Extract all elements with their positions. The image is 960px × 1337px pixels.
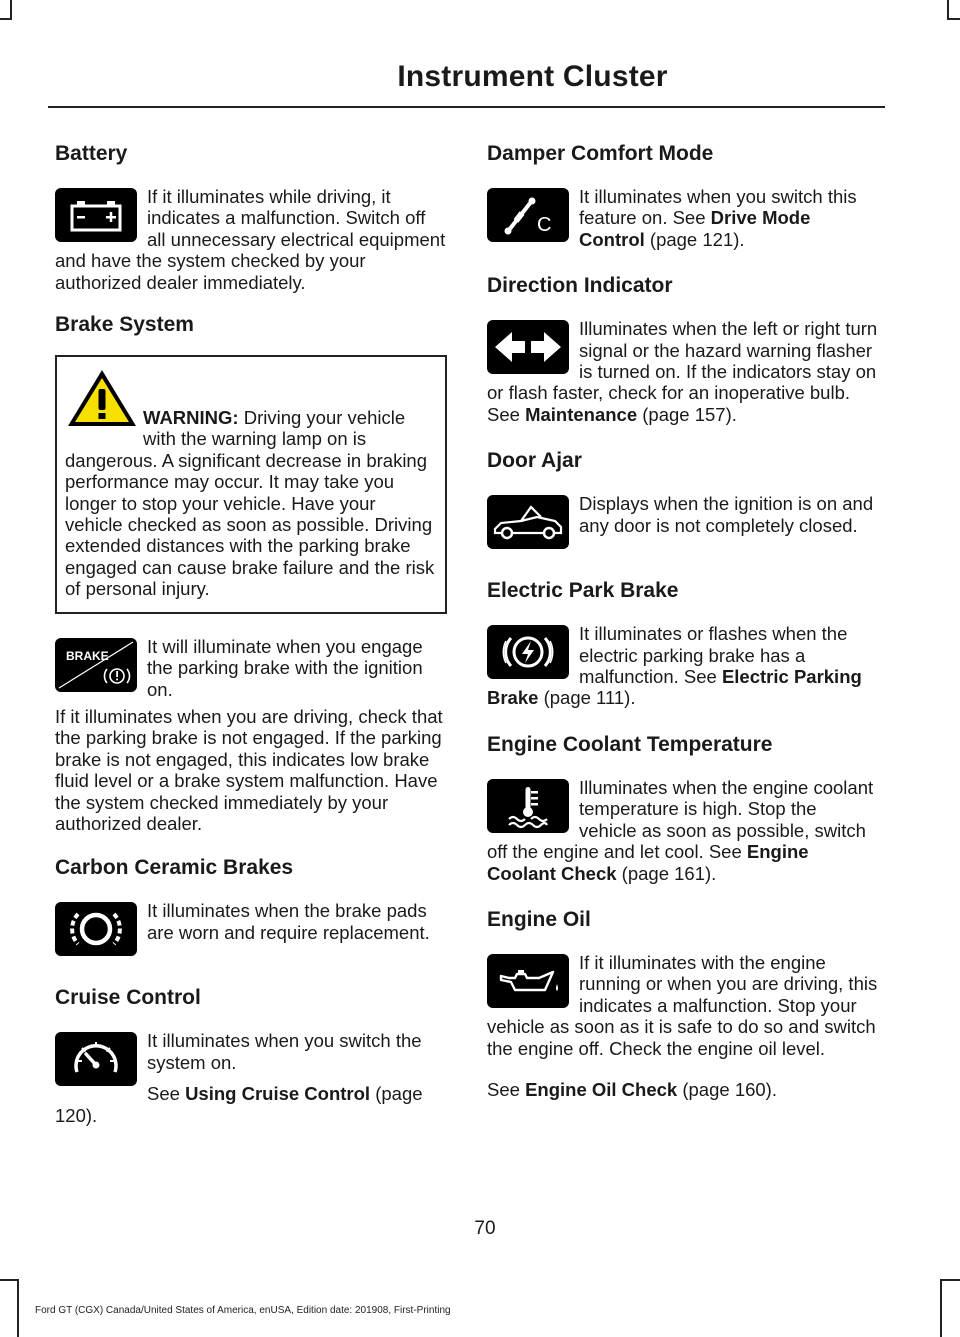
warning-label: WARNING: (143, 407, 239, 429)
crop-mark (0, 18, 12, 20)
cross-reference-link[interactable]: Engine Coolant Check (487, 841, 809, 884)
page-reference: (page 120). (55, 1083, 423, 1126)
coolant-section (487, 733, 879, 884)
warning-text: Driving your vehicle with the warning lamp on is dangerous. A significant decrease in braking performance may occur. It may take you longer to stop your vehicle. Have your vehicle checked as soon as possible. Driving extended distances with the parking brake engaged can cause brake failure and the risk of personal injury. (65, 407, 435, 600)
page-number: 70 (474, 1218, 496, 1239)
direction-text: Illuminates when the left or right turn signal or the hazard warning flasher is turned on. If the indicators stay on or flash faster, check for an inoperative bulb. See (487, 318, 878, 425)
page-reference: (page 111). (538, 687, 636, 709)
carbon-ceramic-description: It illuminates when the brake pads are worn and require replacement. (147, 900, 430, 943)
damper-section (487, 142, 879, 250)
page-reference: (page 161). (616, 862, 717, 884)
engine-oil-description: If it illuminates with the engine running or when you are driving, this indicates a malfunction. Stop your vehicle as soon as it is safe to do so and switch the engine off. Check the engine oil level. (487, 951, 878, 1059)
brake-indicator-entry (55, 636, 447, 700)
brake-system-section (55, 313, 447, 856)
brake-warning-icon (55, 638, 137, 692)
cross-reference-link[interactable]: Maintenance (525, 403, 638, 425)
brake-pad-wear-icon (55, 902, 137, 956)
see-label: See (147, 1083, 186, 1105)
edition-footer: Ford GT (CGX) Canada/United States of America, enUSA, Edition date: 201908, First-Printing (35, 1305, 451, 1316)
battery-section (55, 142, 447, 293)
cruise-control-section (55, 986, 447, 1126)
crop-mark (0, 1279, 18, 1281)
coolant-temperature-icon (487, 779, 569, 833)
warning-triangle-icon (65, 367, 139, 429)
engine-oil-section (487, 908, 879, 1100)
direction-arrows-icon (487, 320, 569, 374)
cruise-reference (55, 1083, 447, 1126)
electric-park-brake-icon (487, 625, 569, 679)
section-heading: Electric Park Brake (487, 579, 679, 603)
right-column (487, 142, 879, 1120)
crop-mark (940, 1279, 942, 1337)
page-reference: (page 157). (637, 403, 737, 425)
coolant-text: Illuminates when the engine coolant temperature is high. Stop the vehicle as soon as possible, switch off the engine and let cool. See (487, 776, 874, 863)
section-heading: Engine Oil (487, 907, 591, 931)
section-heading: Engine Coolant Temperature (487, 732, 773, 756)
brake-description-2: If it illuminates when you are driving, check that the parking brake is not engaged. If the parking brake is not engaged, this indicates low brake fluid level or a brake system malfunction. Have the system checked immediately by your authorized dealer. (55, 705, 443, 834)
carbon-ceramic-section (55, 856, 447, 962)
door-ajar-section (487, 449, 879, 555)
cross-reference-link[interactable]: Electric Parking Brake (487, 666, 862, 709)
brake-description: It will illuminate when you engage the parking brake with the ignition on. (147, 635, 423, 700)
speedometer-icon (55, 1032, 137, 1086)
cross-reference-link[interactable]: Engine Oil Check (525, 1078, 678, 1100)
crop-mark (940, 1279, 960, 1281)
section-heading: Battery (55, 142, 128, 165)
cruise-description: It illuminates when you switch the system on. (147, 1030, 422, 1073)
crop-mark (17, 1279, 19, 1337)
door-ajar-icon (487, 495, 569, 549)
section-heading: Brake System (55, 313, 194, 337)
epb-text: It illuminates or flashes when the electric parking brake has a malfunction. See (579, 623, 848, 688)
crop-mark (10, 0, 12, 18)
header-divider (48, 106, 885, 108)
brake-icon-label: BRAKE (66, 648, 109, 663)
section-heading: Carbon Ceramic Brakes (55, 856, 294, 880)
crop-mark (947, 0, 949, 18)
warning-box (55, 355, 447, 614)
section-heading: Door Ajar (487, 449, 582, 473)
engine-oil-reference (487, 1079, 879, 1100)
crop-mark (947, 18, 960, 20)
section-heading: Damper Comfort Mode (487, 142, 714, 165)
cross-reference-link[interactable]: Using Cruise Control (185, 1083, 371, 1105)
page-reference: (page 121). (644, 228, 745, 250)
left-column (55, 142, 447, 1146)
oil-can-icon (487, 954, 569, 1008)
damper-comfort-icon (487, 188, 569, 242)
section-heading: Direction Indicator (487, 274, 673, 298)
battery-description: If it illuminates while driving, it indicates a malfunction. Switch off all unnecessary electrical equipment and have the system checked by your authorized dealer immediately. (55, 186, 446, 293)
damper-text: It illuminates when you switch this feature on. See (579, 186, 857, 229)
page-reference: (page 160). (677, 1078, 777, 1100)
electric-park-brake-section (487, 579, 879, 709)
battery-icon (55, 188, 137, 242)
damper-icon-letter: C (537, 214, 552, 236)
page-title: Instrument Cluster (397, 60, 668, 93)
see-label: See (487, 1078, 526, 1100)
cross-reference-link[interactable]: Drive Mode Control (579, 207, 811, 250)
section-heading: Cruise Control (55, 986, 201, 1010)
door-ajar-description: Displays when the ignition is on and any door is not completely closed. (579, 493, 874, 536)
direction-indicator-section (487, 274, 879, 425)
